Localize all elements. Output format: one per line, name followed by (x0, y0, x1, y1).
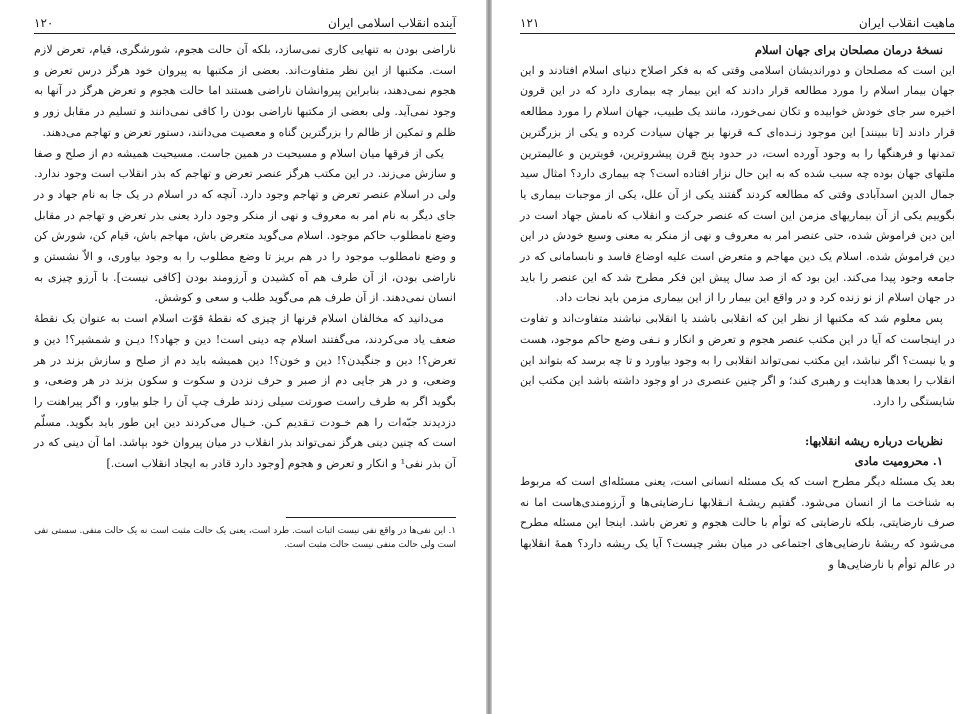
left-paragraph-1: ناراضی بودن به تنهایی کاری نمی‌سازد، بلکه آن حالت هجوم، شورشگری، قیام، تعرض لازم است. مکتبها از این نظر متفاوت‌اند. بعضی از مکتبها به پیروان خود هرگز درس تعرض و هجوم نمی‌دهند، بنابراین پیروانشان ناراضی هستند اما حالت هجوم و تعرض هرگز در آنها به وجود نمی‌آید. ولی بعضی از مکتبها ناراضی بودن را کافی نمی‌دانند و تسلیم در مقابل زور و ظلم و تمکین از ظالم را بزرگترین گناه و معصیت می‌دانند، دستور تعرض و تهاجم می‌دهند. (34, 43, 456, 139)
subheading-material-deprivation: ۱. محرومیت مادی (854, 454, 943, 469)
right-page-body (520, 40, 955, 576)
left-page-header (34, 16, 456, 34)
left-page-number: ۱۲۰ (34, 16, 54, 30)
right-page-header (520, 16, 955, 34)
left-paragraph-2: یکی از فرقها میان اسلام و مسیحیت در همین جاست. مسیحیت همیشه دم از صلح و صفا و سازش می‌زند. در این مکتب هرگز عنصر تعرض و تهاجم که بذر انقلاب است وجود ندارد. ولی در اسلام عنصر تعرض و تهاجم وجود دارد. آنچه که در اسلام در یک جا به نام جهاد و در جای دیگر به نام امر به معروف و نهی از منکر وجود دارد یعنی بذر تعرض و تهاجم در مقابل وضع نامطلوب حاکم موجود. اسلام می‌گوید متعرض باش، مهاجم باش، قیام کن، شورش کن و وضع نامطلوب موجود را در هم بریز تا وضع مطلوب را به وجود بیاوری، و الاّ نشستن و ناراضی بودن، از آن طرف هم آه کشیدن و آرزومند بودن [کافی نیست]. با آرزو چیزی به انسان نمی‌دهند. از آن طرف هم می‌گوید طلب و سعی و کوشش. (34, 146, 456, 305)
right-paragraph-2: پس معلوم شد که مکتبها از نظر این که انقلابی باشند یا انقلابی نباشند متفاوت‌اند و تفاوت در اینجاست که آیا در این مکتب عنصر هجوم و تعرض و انکار و نـفی وضع حاکم موجود، هست و یا نیست؟ اگر نباشد، این مکتب نمی‌تواند انقلابی را به وجود بیاورد و تا چه برسد که بتواند این انقلاب را بعدها هدایت و رهبری کند؛ و اگر چنین عنصری در او وجود داشته باشد این مکتب این شایستگی را دارد. (520, 312, 955, 408)
left-page-body (34, 40, 456, 475)
left-page (0, 0, 486, 714)
right-page-number: ۱۲۱ (520, 16, 540, 30)
section-heading-remedy: نسخهٔ درمان مصلحان برای جهان اسلام (754, 43, 943, 57)
section-heading-theories: نظریات درباره ریشه انقلابها: (805, 433, 943, 448)
right-paragraph-3: بعد یک مسئله دیگر مطرح است که یک مسئله انسانی است، یعنی مسئله‌ای است که مربوط به شناخت ما از انسان می‌شود. گفتیم ریشـهٔ انـقلابها نـارضایتی‌ها و آرزومندی‌هاست اما نه صرف نارضایتی، بلکه نارضایتی که توأم با حالت هجوم و تعرض باشد. اینجا این مسئله مطرح می‌شود که ریشهٔ نارضایی‌های اجتماعی در میان بشر چیست؟ آیا یک ریشه دارد؟ همهٔ انقلابها در عالم توأم با نارضایی‌ها و (520, 475, 955, 571)
right-running-title: ماهیت انقلاب ایران (858, 16, 955, 30)
left-paragraph-3: می‌دانید که مخالفان اسلام قرنها از چیزی که نقطهٔ قوّت اسلام است به عنوان یک نقطهٔ ضعف یاد می‌کردند، می‌گفتند اسلام چه دینی است! دین و جهاد؟! دیـن و شمشیر؟! دین و تعرض؟! دین و جنگیدن؟! دین و خون؟! دین همیشه باید دم از صلح و سازش بزند در هر وضعی، و در هر جایی دم از صبر و حرف نزدن و سکوت و سکون بزند در هر وضعی، و بگوید اگر به طرف راست صورتت سیلی زدند طرف چپ آن را جلو بیاور، و اگر پیراهنت را دزدیدند جبّه‌ات را هم خـودت تـقدیم کـن. خـیال می‌کردند دین این طور باید بگوید. مسلّم است که چنین دینی هرگز نمی‌تواند بذر انقلاب در میان پیروان خود بپاشد. اما آن دینی که در آن بذر نفی¹ و انکار و تعرض و هجوم [وجود دارد قادر به ایجاد انقلاب است.] (34, 312, 456, 471)
right-page (492, 0, 977, 714)
footnote-divider (286, 517, 456, 518)
left-footnote: ١. این نفی‌ها در واقع نفی نیست اثبات است. طرد است، یعنی یک حالت مثبت است نه یک حالت منفی. سستی نفی است ولی حالت منفی نیست حالت مثبت است. (34, 525, 456, 550)
left-running-title: آینده انقلاب اسلامی ایران (328, 16, 456, 30)
right-paragraph-1: این است که مصلحان و دوراندیشان اسلامی وقتی که به فکر اصلاح دنیای اسلام افتادند و این جهان بیمار اسلام را مورد مطالعه قرار دادند که این بیمار چه بیماری دارد که در این قرون اخیره سر جای خودش خوابیده و تکان نمی‌خورد، مانند یک طبیب، جهان اسلام را مورد مطالعه قرار دادند [تا ببینند] این موجود زنـده‌ای کـه قرنها بر جهان سیادت کرده و یکی از بزرگترین تمدنها و فرهنگها را به وجود آورده است، در حدود پنج قرن پیشرو‌ترین، قویترین و عالیمترین ملتهای جهان بوده چه سبب شده که به این حال نزار افتاده است؟ چه بیماری دارد؟ امثال سید جمال الدین اسدآبادی وقتی که مطالعه کردند گفتند یکی از آن علل، یکی از موجبات بیماری یا بگوییم یکی از آن بیماریهای مزمن این است که عنصر حرکت و انقلاب که نامش جهاد است در این دین فراموش شده، حتی عنصر امر به معروف و نهی از منکر به معنی وسیع خودش در این دین فراموش شده. اسلام یک دین مهاجم و متعرض است علیه اوضاع فاسد و نابسامانی که در جامعه وجود پیدا می‌کند. این بود که از صد سال پیش این فکر مطرح شد که این عنصر را باید در جهان اسلام از نو زنده کرد و در واقع این بیمار را از این بیماری مزمن باید نجات داد. (520, 63, 955, 305)
